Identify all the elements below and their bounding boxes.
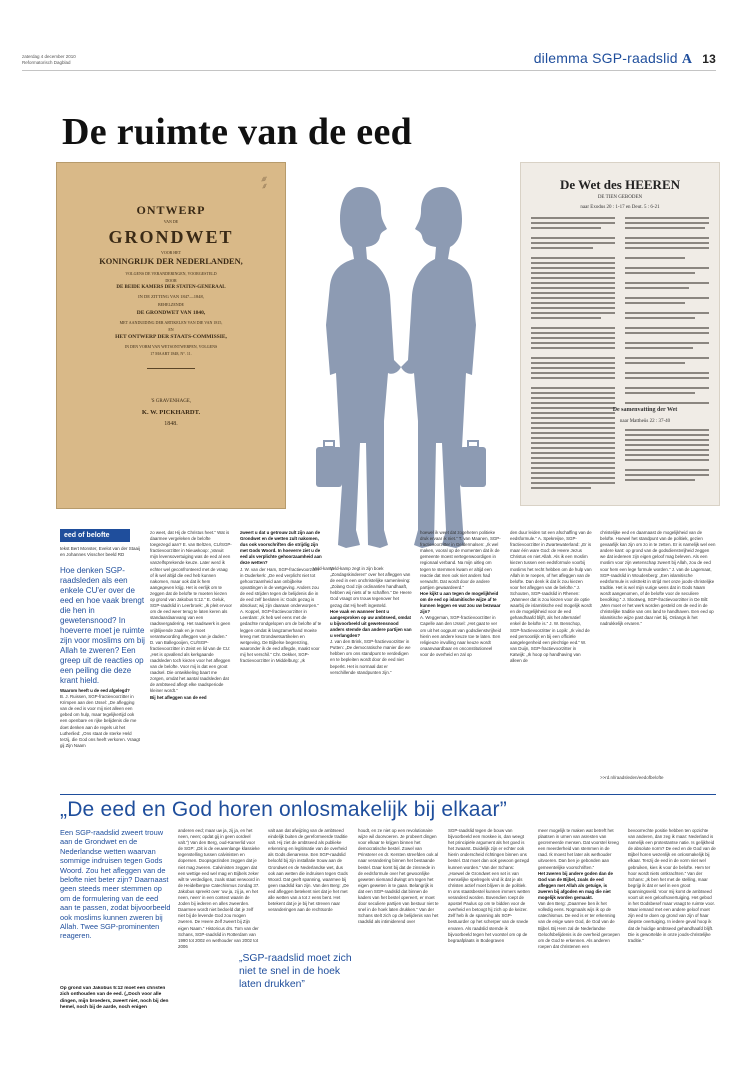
left-briefcase-handle — [324, 441, 334, 447]
section-mark: A — [681, 52, 693, 67]
text-line — [625, 257, 685, 259]
second-col-5-text: meer mogelijk te maken wat betreft het plaatsen in urnen van asresten van gecremeerde mensen. Dat voorstel kreeg een meerderheid van stemmen in de raad. Ik moest het later als wethouder uitvoeren. Dan ben je gebonden aan gemeentelijke voorschriften.” — [538, 828, 619, 870]
text-line — [625, 297, 709, 299]
commandments-summary-head: De samenvatting der Wet — [612, 407, 678, 413]
text-line — [531, 482, 615, 484]
text-line — [625, 362, 685, 364]
text-line — [625, 439, 709, 441]
question-2-cont: zweert u dat u getrouw zult zijn aan de Grondwet en de wetten zult nakomen, dus ook voorschriften die strijdig zijn met Gods Woord. In hoeverre ziet u de eed als verplichte gehoorzaamheid aan deze wetten? — [240, 530, 322, 566]
text-line — [625, 459, 709, 461]
cover-line: IN DE ZITTING VAN 1847—1848, — [138, 294, 204, 299]
text-line — [531, 277, 615, 279]
text-line — [531, 317, 601, 319]
text-line — [531, 297, 615, 299]
text-line — [625, 402, 709, 404]
text-line — [531, 287, 615, 289]
text-line — [531, 427, 615, 429]
text-line — [531, 457, 615, 459]
cover-line: IN DEN VORM VAN WETSONTWERPEN, VOLGENS — [124, 344, 218, 349]
grondwet-cover-image — [56, 162, 286, 509]
text-line — [531, 487, 591, 489]
header-rule — [22, 70, 716, 71]
text-line — [531, 467, 615, 469]
second-article-column-4 — [448, 828, 530, 1058]
text-line — [531, 337, 615, 339]
text-line — [531, 452, 615, 454]
second-article-intro: Een SGP-raadslid zweert trouw aan de Grondwet en de Nederlandse wetten waarvan sommige indruisen tegen Gods Woord. Zou het afleggen van de belofte niet beter zijn? Daarnaast geen steeds meer stemmen op om de formulering van de eed aan te passen, zodat bijvoorbeeld ook moslims kunnen zweren bij Allah. Twee SGP-prominenten reageren. — [60, 828, 171, 941]
left-figure-shape — [326, 187, 401, 548]
second-article-headline: „De eed en God horen onlosmakelijk bij elkaar” — [60, 798, 507, 821]
text-line — [531, 237, 615, 239]
section-label: eed of belofte — [60, 529, 130, 542]
cover-line: DE BEIDE KAMERS DER STATEN-GENERAAL — [116, 285, 226, 290]
cover-line: BEHELZENDE — [158, 302, 184, 307]
text-line — [531, 472, 615, 474]
text-line — [625, 474, 709, 476]
article-column-4 — [330, 566, 412, 778]
text-line — [531, 357, 615, 359]
text-line — [625, 312, 709, 314]
second-col-1-text: anderen eed; maar uw ja, zij ja, en het neen, neen; opdat gij in geen oordeel valt.”) Van den Berg, oud-Kamerlid voor de SGP: „Dit is de eeuwenlange klassieke tegenstelling tussen calvinisten en dopersen. Doopsgezinden zeggen dat je niet mag zweren. Calvinisten zeggen dat een wettige eed wel mag en Bijbels zeker wilt te verdedigen, zoals staat verwoord in de Heidelbergse Catechismus zondag 37. Jakobus spreekt over ‘uw ja, zij ja, en het neen, neen’ in een context waarin de Joden bij iederen en alles zweerden. Daarmee wordt niet bedoeld dat je zelf niet bij de levende God zou mogen zweren. De Heere Zelf zweert bij Zijn eigen Naam.” Historicus drs. Tom van der Schans, SGP-raadslid in Rotterdam van 1990 tot 2002 en wethouder van 2002 tot 2006 — [178, 828, 260, 949]
text-line — [625, 429, 709, 431]
text-line — [625, 449, 709, 451]
text-line — [531, 302, 615, 304]
commandments-title: De Wet des HEEREN — [559, 177, 680, 192]
cover-line: VOLGENS DE VERANDERINGEN, VOORGESTELD — [125, 271, 217, 276]
article-column-6 — [510, 530, 592, 778]
second-article-column-6 — [628, 828, 716, 1058]
text-line — [531, 367, 615, 369]
cover-place: 'S GRAVENHAGE, — [150, 399, 192, 404]
page-number: 13 — [702, 52, 716, 66]
text-line — [625, 357, 709, 359]
text-line — [625, 237, 709, 239]
commandments-ref: naar Exodus 20 : 1-17 en Deut. 5 : 6-21 — [580, 205, 660, 210]
text-line — [625, 287, 689, 289]
article-column-3 — [240, 530, 322, 778]
column-7-text: christelijke eed en daarnaast de mogelijkheid van de belofte. Hoewel het standpunt van de politiek, gezien gevaarlijk kan zijn om zo in te zetten. Er is namelijk wel een andere kant: op grond van de godsdienstvrijheid zeggen we dat iedereen zijn eigen geloof mag beleven. Als een moslim voor zijn wetenschap zweert bij Allah, zou de eed voor hem een lege formule worden.” J. van de Lagemaat, SGP-raadslid in Woudenberg: „Een islamitische eedsformule is volstrekt in strijd met onze joods-christelijke traditie. Het is wel mijn vurige wens dat in Gods Naam wordt aangenomen, of de belofte voor de seculiere bevolking.” J. Slootweg, SGP-fractievoorzitter in De Bilt: „Men moet er het werk worden gesteld om de eed in de christelijke traditie van ons land te handhaven. Een eed op islamitische wijze past daar niet bij. Onlangs ik het nadrukkelijk ervaren.” — [600, 530, 716, 627]
text-line — [625, 469, 709, 471]
right-briefcase-shape — [460, 447, 486, 487]
page-title: De ruimte van de eed — [62, 111, 413, 153]
text-line — [531, 292, 615, 294]
text-line — [625, 342, 709, 344]
cover-line: MET AANDUIDING DER ARTIKELEN VAN DIE VAN 1815, — [119, 320, 223, 325]
text-line — [531, 222, 615, 224]
second-col-6-text: bevoorrechte positie hebben ten opzichte van anderen, dan zeg ik maar: Nederland is namelijk een protestantse natie. Is gelijkheid de absolute norm? De eed en de God van de Bijbel horen wezenlijk en onlosmakelijk bij elkaar. Tenzij de eed in de vorm niet wel gebruiken, kies ik voor de belofte. Hem ter hoor wordt niets ontkrachten.” Van der Schans: „Ik ben het met de stelling, maar begrijp ik dat er wel in een groot spanningsveld. Voor mij komt de ambtseed voort uit een geloofsovertuiging. Het gebod in het Godsbesef maar vraagt te ruimte voor. Maar iemand met een andere geloof moet zijn eed te doen op grond van zijn of haar diepste overtuiging. In iedere geval hoop ik dat de huidige ambtseed gehandhaafd blijft. Die is gewortelde in onze joods-christelijke traditie.” — [628, 828, 716, 943]
lead-bold-text: Op grond van Jakobus 5:12 moet een christen zich onthouden van de eed. („Doch voor alle dingen, mijn broeders, zweert niet, noch bij den hemel, noch bij de aarde, noch enigen — [60, 986, 169, 1011]
text-line — [531, 327, 615, 329]
cover-title3: KONINGRIJK DER NEDERLANDEN, — [99, 257, 243, 266]
second-article-column-3 — [358, 828, 440, 1058]
header-paper: Reformatorisch Dagblad — [22, 60, 71, 65]
text-line — [625, 454, 709, 456]
cover-year: 1848. — [164, 421, 178, 427]
article-column-1 — [60, 688, 142, 778]
cover-line: VOOR HET — [160, 250, 182, 255]
cover-title2: GRONDWET — [108, 227, 234, 247]
text-line — [531, 432, 615, 434]
text-line — [625, 372, 709, 374]
question-5: Het zweren bij andere goden dan de God van de Bijbel, zoals de eed afleggen met Allah als getuige, is zweren bij afgoden en mag die niet mogelijk worden gemaakt. — [538, 870, 613, 901]
cover-rule — [147, 368, 195, 369]
text-line — [625, 267, 709, 269]
web-link[interactable]: >>rd.nl/raadsleden/eedofbelofte — [600, 775, 664, 780]
text-line — [625, 377, 709, 379]
header-section — [534, 50, 716, 68]
text-line — [531, 227, 601, 229]
question-1: Waarom heeft u de eed afgelegd? — [60, 688, 130, 693]
text-line — [531, 257, 615, 259]
text-line — [625, 242, 709, 244]
article-column-5 — [420, 530, 502, 778]
cover-line: DE GRONDWET VAN 1840, — [136, 310, 206, 316]
column-6-text: den duur leiden tot een afschaffing van de eedsformule.” A. Spekreijse, SGP-fractievoorzitter in Zwartewaterland: „Er is maar één ware God: de Heere Jezus Christus en niet Allah. Als ik een moslim kiezen tussen een eedsformule voorbij moslims het recht hebben om de hulp van Allah in te roepen, of het afleggen van de belofte. Dan denk ik dat ik zou kiezen voor het afleggen van de belofte.” J. Schouten, SGP-raadslid in Rhenen: „Wanneer dat is zou kiezen voor de optie waarbij de islamitische eed mogelijk wordt en de mogelijkheid voor de eed gehandhaafd blijft, als het alternatief enkel de belofte is.” J. W. Benschop, SGP-fractievoorzitter in Lopik: „Ik vind de eed persoonlijk en bij een officiële aangelegenheid een plechtige eed.” W. van Duijn, SGP-fractievoorzitter in Katwijk: „Ik hoop op handhaving van alleen de — [510, 530, 592, 663]
ten-commandments-image — [520, 162, 720, 506]
text-line — [531, 477, 615, 479]
second-col-2-text: valt aan dat afwijzing van de ambtseed eindelijk buiten de gereformeerde traditie valt. Hij ziet de ambtseed als publieke erkenning en legitimatie van de overheid als Gods dienaresse. Een SGP-raadslid beloofd bij zijn installatie trouw aan de Grondwet en de Nederlandse wet, dus ook aan wetten die indruisen tegen Gods Woord. Dat geeft spanning, waarmee bij geen raadslid kan zijn. Van den Berg: „De eed afleggen betekent niet dat je het met alle wetten van a tot z eens bent. Het betekent dat je je bij het streven naar veranderingen aan de rechtsorde — [268, 828, 349, 913]
text-line — [531, 347, 615, 349]
intro-text: Hoe denken SGP-raadsleden als een enkele CU'er over de eed en hoe vaak brengt die hen in gewetensnood? In hoeverre moet je ruimte zijn voor moslims om bij Allah te zweren? Een greep uit de reacties op een peiling die deze krant hield. — [60, 566, 145, 685]
text-line — [625, 222, 709, 224]
right-briefcase-handle — [468, 441, 478, 447]
header-date: zaterdag 4 december 2010 — [22, 54, 76, 59]
second-col-4-text: SGP-raadslid tegen de bouw van bijvoorbeeld een moskee is, dan weegt het principiële argument als het goed is het zwaarst. Duidelijk zijn er echter ook hierin onderscheid richtingen binnen ons bestel. Dat moet dan ook gewoon gezegd kunnen worden.” Van der Schans: „Hoewel de Grondwet een set is van menselijke spelregels vind ik dat je als christen actief moet blijven in de politiek. In ons staatsbestel kunnen immers wetten veranderd worden. Bovendien roept de apostel Paulus op om te bidden voor de overheid en betoogt hij zich op de keizer. Zelf heb ik de spanning als SGP-bestuurder op het scherper van de snede ervaren. Als raadslid stemde ik bijvoorbeeld tegen het voorstel om op de begraafplaats in Bodegraven — [448, 828, 530, 943]
article-column-2 — [150, 530, 232, 778]
column-1-text: B. J. Ruissen, SGP-fractievoorzitter in Krimpen aan den IJssel: „De aflegging van de eed is voor mij niet alleen een gebed om hulp, maar tegelijkertijd ook een openbare en rijke belijdenis die me doet denken aan de regels uit het Lutherlied: „Ons staat de sterke Held terzij, die God ons heeft verkoren. Vraagt gij Zijn Naam — [60, 694, 140, 748]
text-line — [625, 392, 695, 394]
text-line — [531, 462, 615, 464]
text-line — [531, 242, 615, 244]
question-4: Hoe kijkt u aan tegen de mogelijkheid om de eed op islamitische wijze af te kunnen leggen en wat zou uw bezwaar zijn? — [420, 590, 501, 615]
text-line — [531, 312, 615, 314]
text-line — [531, 247, 593, 249]
text-line — [625, 479, 695, 481]
column-3-text: J. W. van der Ham, SGP-fractievoorzitter in Ouderkerk: „De eed verplicht niet tot gehoorzaamheid aan onbijbelse opvattingen in de wetgeving. Anders zou de eed strijden tegen de belijdenis die in de eed zelf besloten is: Gods gezag is absoluut; wij zijn daaraan onderworpen.” A. Koppel, SGP-fractievoorzitter in Leerdam: „Ik heb wel eens met de gedachte rondgelopen om de belofte af te leggen omdat ik langzamerhand moeite kreeg met Grondwetsartikelen en wetgeving. De Bijbelse begrenzing, waaronder ik de eed aflegde, maakt voor mij het verschil.” Chr. Dekker, SGP-fractievoorzitter in Middelburg: „Ik — [240, 566, 322, 663]
text-line — [531, 442, 615, 444]
text-line — [625, 327, 709, 329]
text-line — [531, 397, 615, 399]
pull-quote: „SGP-raadslid moet zich niet te snel in de hoek laten drukken” — [239, 953, 352, 990]
second-article-column-5 — [538, 828, 620, 1058]
text-line — [531, 342, 615, 344]
header-dateline — [22, 54, 76, 66]
cover-publisher: K. W. PICKHARDT. — [141, 409, 201, 416]
text-line — [531, 272, 615, 274]
text-line — [531, 332, 615, 334]
commandments-subtitle: DE TIEN GEBODEN — [597, 195, 643, 200]
byline: tekst Bert Monster, Evelot van der Staaij en Johannes Visscher beeld RD — [60, 546, 141, 557]
text-line — [625, 282, 709, 284]
text-line — [531, 372, 615, 374]
second-article-column-2 — [268, 828, 350, 946]
right-figure-shape — [401, 187, 476, 548]
second-article-column-1 — [178, 828, 260, 1058]
cover-line: HET ONTWERP DER STAATS-COMMISSIE, — [115, 334, 227, 340]
second-col-5b-text: Van den Berg: „Daarmee ben ik het volledig eens. Nogmaals wijs ik op de catechismus. De eed is er ter erkenning van de enige ware God, de God van de Bijbel. Bij Hem zal de Nederlandse Geloofsbelijdenis is de overheid geroepen om de God te erkennen. Als anderen roepen dat christenen een — [538, 901, 620, 949]
text-line — [531, 387, 615, 389]
column-5b-text: A. Weggeman, SGP-fractievoorzitter in Capelle aan den IJssel: „Het gaat te ver om uit het oogpunt van godsdienstvrijheid hierin een andere keuze toe te laten. Een religieuze invulling naar keuze wordt onaanvaardbaar en onconstitutioneel voor de overheid en zal op — [420, 615, 502, 657]
second-article-lead-bold — [60, 986, 172, 1058]
pencil-notes: ⁄⁄⁄⁄ ⁄⁄⁄ — [262, 176, 267, 191]
text-line — [625, 217, 709, 219]
text-line — [531, 392, 615, 394]
column-4-text: Veld-kamp zegt in zijn boek „Zondagskinderen” over het afleggen van de eed in een onchristelijke samenleving: „Zolang God zijn ordinantiën handhaaft, hebben wij niets af te schaffen.” De Heere God vraagt om trouw tegenover het gezag dat Hij heeft ingesteld. — [330, 566, 412, 608]
column-4b-text: J. van den Brink, SGP-fractievoorzitter in Putten: „De democratische manier die we hebben om ons standpunt te verdedigen en te bepleiten wordt door de eed niet beperkt. Het is normaal dat er verschillende standpunten zijn.” — [330, 639, 411, 675]
column-5-text: hoewel ik weet dat zogeheten politieke druk ervaar ik niet.” T. van Maanen, SGP-fractievoorzitter in Geldermalsen: „Ik wel maken, vooral op de momenten dat ik de gemeente moest vertegenwoordigen in regionaal verband. Na mijn uitleg om tegen te stemmen kwam er altijd een reactie dat men ook niet anders had verwacht. Dat wordt door de andere partijen gewaardeerd.” — [420, 530, 501, 590]
cover-line: EN — [168, 327, 174, 332]
cover-line: DOOR — [165, 278, 177, 283]
column-2-text: zo weet, dat Hij de Christus heet.” Wat is daarmee vergeleken de belofte toegezegd aan? E. van Beltzen, CU/SGP-fractievoorzitter in Nieuwkoop: „Vanuit mijn levensovertuiging was de eed al een vanzelfsprekende keuze. Later werd ik echter wel geconfronteerd met de vraag of ik wel altijd die eed heb kunnen nakomen, maar ook dat ik hem aangegeven krijg. Het is eerlijk om te zeggen dat de belofte te moeten kiezen op grond van Jakobus 5:12.” E. Geluk, SGP-raadslid in Leerbroek: „Ik pleit ervoor om de eed weer terug te laten keren als standaardaanvang van een raadsvergadering. Het raadswerk is geen vrijblijvende zaak en je moet verantwoording afleggen van je daden.” D. van Ballegooijen, CU/SGP-fractievoorzitter in Zeist en lid van de CU: „Het is opvallend als kerkgaande raadsleden toch kiezen voor het afleggen van de belofte. Voor mij is dat een groot raadsel. Die ontwikkeling baart me zorgen, omdat het aantal raadsleden dat de ambtseed aflegt elke raadsperiode kleiner wordt.” — [150, 530, 232, 694]
cover-line: VAN DE — [163, 219, 179, 224]
second-col-3-text: houdt, en ze niet op een revolutionaire wijze wil doorvoeren. Je probeert dingen voor elkaar te krijgen binnen het democratische bestel. Zowel van Prinsterer en dr. Kersten streefden ook al naar verandering binnen het bestaande bestel. Daar komt bij dat de zinsnede in de eedsformule over het gewoonlijke geweten niemand dwingt om tegen het eigen geweten in te gaan. Belangrijk is dat een SGP-raadslid dat binnen de kaders van het bestel opereert, er moet door seculiere partijen van bestuur niet te snel in de hoek laten drukken.” Van der Schans stelt zich op de belijdenis van het raadslid als intimiderend over — [358, 828, 439, 925]
text-line — [625, 272, 695, 274]
text-line — [625, 227, 705, 229]
silhouette-figures-image — [288, 185, 514, 560]
commandments-summary-ref: naar Mattheüs 22 : 37-40 — [619, 419, 671, 424]
text-line — [531, 377, 615, 379]
text-line — [531, 437, 615, 439]
cover-line: 17 MAART 1848, N°. 11. — [150, 351, 192, 356]
text-line — [625, 444, 709, 446]
text-line — [531, 262, 615, 264]
section-divider — [60, 794, 716, 795]
figure-caption: Veld-kamp — [313, 566, 334, 571]
text-line — [531, 447, 615, 449]
cover-title: ONTWERP — [136, 203, 206, 217]
question-2: Bij het afleggen van de eed — [150, 694, 207, 700]
section-title: dilemma SGP-raadslid — [533, 50, 678, 66]
text-line — [531, 267, 615, 269]
text-line — [625, 302, 685, 304]
text-line — [625, 332, 709, 334]
question-3: Hoe vaak en wanneer bent u aangesproken op uw ambtseed, omdat u bijvoorbeeld uit gewetensnood anders stemde dan andere partijen van u verlangden? — [330, 608, 412, 639]
text-line — [625, 347, 693, 349]
article-column-7 — [600, 530, 716, 770]
text-line — [625, 247, 709, 249]
text-line — [531, 307, 615, 309]
text-line — [531, 402, 615, 404]
text-line — [531, 362, 615, 364]
text-line — [531, 282, 615, 284]
text-line — [625, 317, 695, 319]
text-line — [625, 387, 709, 389]
text-line — [625, 434, 709, 436]
text-line — [531, 217, 615, 219]
left-briefcase-shape — [316, 447, 342, 487]
